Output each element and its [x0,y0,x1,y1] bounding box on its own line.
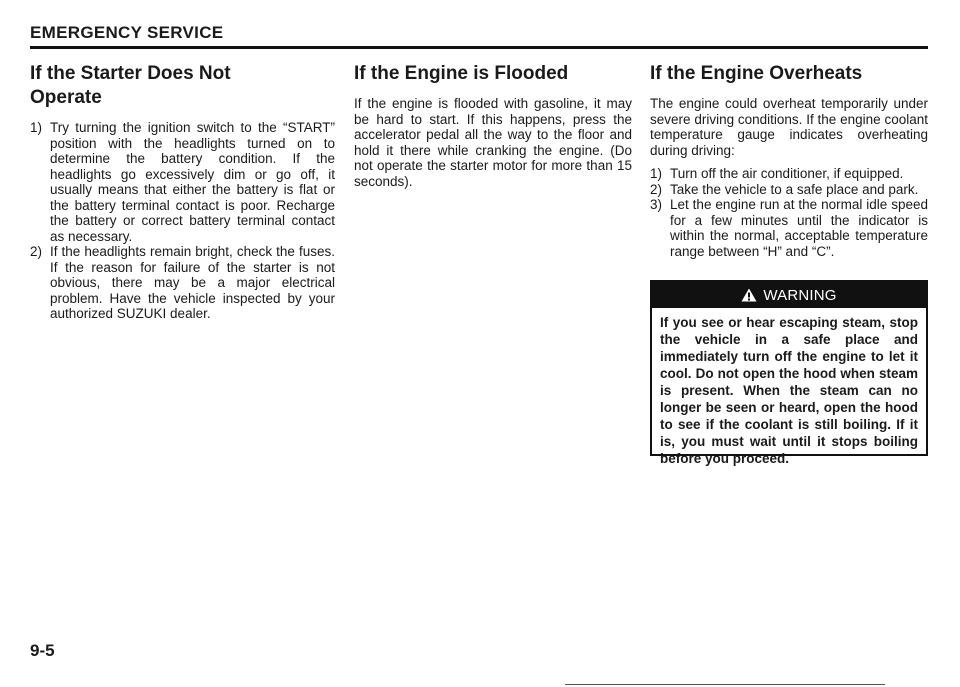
overheats-heading: If the Engine Overheats [650,63,863,84]
list-item [650,197,928,259]
overheats-section [650,62,928,259]
warning-label: WARNING [763,286,837,304]
footer-rule [565,684,885,685]
step-number: 3) [650,197,663,212]
flooded-heading: If the Engine is Flooded [354,63,569,84]
list-item [650,166,928,182]
overheats-intro: The engine could overheat temporarily under severe driving conditions. If the engine coolant temperature gauge indicates overheating during driving: [650,96,928,158]
warning-header [652,282,926,308]
flooded-section [354,62,632,189]
step-text: Try turning the ignition switch to the “START” position with the headlights turned on to determine the battery condition. If the headlights go excessively dim or go off, it usually means that either the battery is flat or the battery terminal contact is poor. Recharge the battery or correct battery terminal contact as necessary. [50,120,335,244]
starter-steps [30,120,335,322]
list-item [30,120,335,244]
page-number: 9-5 [30,641,55,660]
step-number: 1) [30,120,43,135]
flooded-body: If the engine is flooded with gasoline, it may be hard to start. If this happens, press the accelerator pedal all the way to the floor and hold it there while cranking the engine. (Do not operate the starter motor for more than 15 seconds). [354,96,632,189]
warning-box [650,280,928,466]
step-number: 2) [650,181,663,197]
step-number: 2) [30,244,43,259]
header-rule [30,46,928,49]
starter-heading: If the Starter Does Not Operate [30,63,231,108]
list-item [30,244,335,322]
overheats-steps [650,166,928,259]
warning-triangle-icon [741,288,757,302]
warning-text: If you see or hear escaping steam, stop the vehicle in a safe place and immediately turn off the engine to let it cool. Do not open the hood when steam is present. When the steam can no longer be seen or heard, open the hood to see if the coolant is still boiling. If it is, you must wait until it stops boiling before you proceed. [660,315,918,466]
section-title: EMERGENCY SERVICE [30,23,224,42]
step-text: Let the engine run at the normal idle speed for a few minutes until the indicator is within the normal, acceptable temperature range between “H” and “C”. [670,197,928,259]
step-text: Turn off the air conditioner, if equipped. [670,166,904,181]
starter-section [30,62,335,322]
list-item [650,182,928,198]
step-text: Take the vehicle to a safe place and park. [670,181,919,197]
step-number: 1) [650,166,663,181]
step-text: If the headlights remain bright, check the fuses. If the reason for failure of the starter is not obvious, there may be a major electrical problem. Have the vehicle inspected by your authorized SUZUKI dealer. [50,244,335,321]
